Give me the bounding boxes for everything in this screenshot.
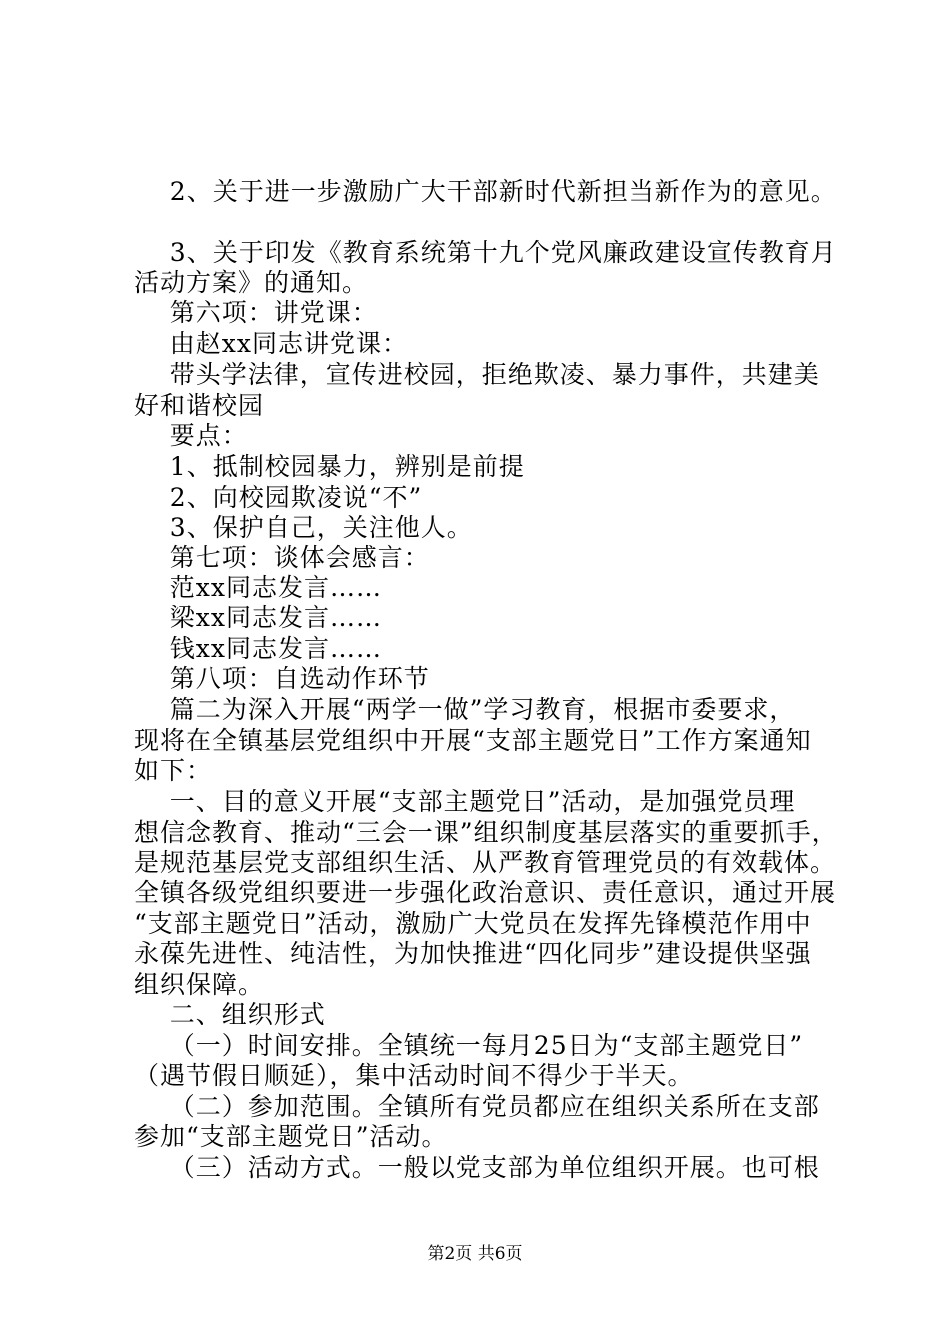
text-line: 梁xx同志发言…… — [134, 603, 382, 632]
text-line: 钱xx同志发言…… — [134, 634, 382, 663]
text-line: 3、关于印发《教育系统第十九个党风廉政建设宣传教育月 — [134, 238, 837, 267]
text-line: 想信念教育、推动“三会一课”组织制度基层落实的重要抓手， — [134, 818, 838, 847]
text-line: 一、目的意义开展“支部主题党日”活动，是加强党员理 — [134, 787, 796, 816]
text-line: 第八项：自选动作环节 — [134, 664, 430, 693]
text-line: 带头学法律，宣传进校园，拒绝欺凌、暴力事件，共建美 — [134, 360, 820, 389]
text-line: 组织保障。 — [134, 970, 265, 999]
text-line: 现将在全镇基层党组织中开展“支部主题党日”工作方案通知 — [134, 726, 812, 755]
text-line: 全镇各级党组织要进一步强化政治意识、责任意识，通过开展 — [134, 878, 837, 907]
text-line: 2、关于进一步激励广大干部新时代新担当新作为的意见。 — [134, 177, 837, 206]
text-line: 永葆先进性、纯洁性，为加快推进“四化同步”建设提供坚强 — [134, 939, 812, 968]
text-line: 如下： — [134, 756, 213, 785]
text-line: 第六项：讲党课： — [134, 298, 378, 327]
text-line: （遇节假日顺延），集中活动时间不得少于半天。 — [134, 1061, 694, 1090]
text-line: 由赵xx同志讲党课： — [134, 329, 408, 358]
text-line: 活动方案》的通知。 — [134, 268, 369, 297]
text-line: 2、向校园欺凌说“不” — [134, 483, 423, 512]
text-line: （三）活动方式。一般以党支部为单位组织开展。也可根 — [134, 1153, 820, 1182]
text-line: 3、保护自己，关注他人。 — [134, 513, 473, 542]
text-line: 第七项：谈体会感言： — [134, 543, 430, 572]
text-line: （一）时间安排。全镇统一每月25日为“支部主题党日” — [134, 1031, 804, 1060]
text-line: （二）参加范围。全镇所有党员都应在组织关系所在支部 — [134, 1092, 820, 1121]
text-line: 篇二为深入开展“两学一做”学习教育，根据市委要求， — [134, 695, 796, 724]
page-number-footer: 第2页 共6页 — [427, 1244, 523, 1264]
text-line: 要点： — [134, 421, 248, 450]
text-line: 参加“支部主题党日”活动。 — [134, 1122, 448, 1151]
text-line: 范xx同志发言…… — [134, 573, 382, 602]
text-line: 是规范基层党支部组织生活、从严教育管理党员的有效载体。 — [134, 848, 837, 877]
text-line: 1、抵制校园暴力，辨别是前提 — [134, 452, 525, 481]
text-line: 二、组织形式 — [134, 1000, 326, 1029]
text-line: 好和谐校园 — [134, 391, 265, 420]
text-line: “支部主题党日”活动，激励广大党员在发挥先锋模范作用中 — [134, 909, 812, 938]
